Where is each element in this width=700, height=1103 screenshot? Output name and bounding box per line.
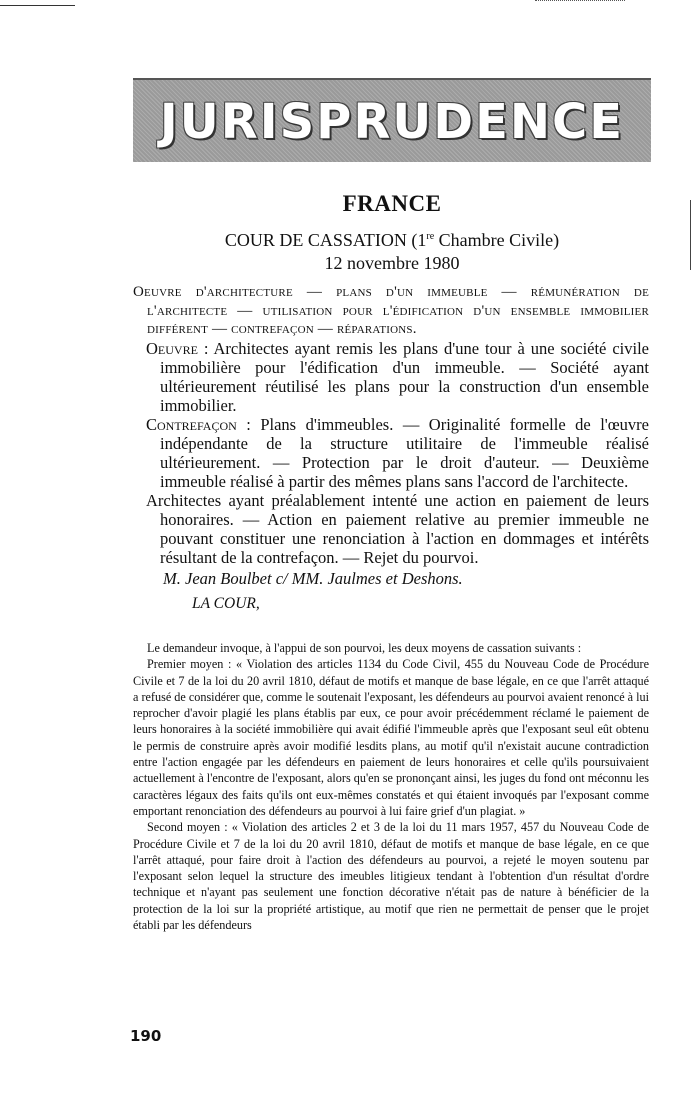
summary-oeuvre [133,339,649,415]
scan-edge-mark-left [0,5,75,6]
summary-contrefacon [133,415,649,491]
body-paragraph-intro: Le demandeur invoque, à l'appui de son pourvoi, les deux moyens de cassation suivants : [147,641,582,655]
body-paragraph-premier-moyen: Premier moyen : « Violation des articles 1134 du Code Civil, 455 du Nouveau Code de Procédure Civile et 7 de la loi du 20 avril 1810, défaut de motifs et manque de base légale, en ce que l'arrêt attaqué a refusé de considérer que, comme le soutenait l'exposant, les défendeurs au pourvoi avaient renoncé à lui reprocher d'avoir plagié les plans établis par eux, ce pour avoir précédemment réclamé le paiement de leurs honoraires à la société immobilière qui avait édifié l'immeuble après que l'exposant seul eût obtenu le permis de construire après avoir modifié lesdits plans, au motif qu'il n'existait aucune contradiction entre l'action engagée par les défendeurs en paiement de leurs honoraires et celle qu'ils poursuivaient actuellement à l'encontre de l'exposant, alors qu'en se prononçant ainsi, les juges du fond ont méconnu les caractères légaux des faits qu'ils ont eux-mêmes constatés et qui étaient invoqués par l'exposant comme emportant renonciation des défendeurs au pourvoi à lui faire grief d'un plagiat. » [133,657,649,818]
oeuvre-text: : Architectes ayant remis les plans d'une tour à une société civile immobilière pour l'édification d'un immeuble. — Société ayant ultérieurement réutilisé les plans pour la construction d'un ensemble immobilier. [160,338,649,415]
case-parties: M. Jean Boulbet c/ MM. Jaulmes et Deshons. [163,568,463,588]
court-ordinal-superscript: re [426,231,435,242]
la-cour-heading: LA COUR, [192,594,260,612]
judgment-body [133,640,649,933]
case-summary [133,283,649,613]
page-number: 190 [130,1027,162,1045]
decision-date: 12 novembre 1980 [324,253,460,273]
contrefacon-lead: Contrefaçon [146,414,237,434]
contrefacon-text: : Plans d'immeubles. — Originalité formelle de l'œuvre indépendante de la structure utilitaire de l'immeuble réalisé ultérieurement. — Protection par le droit d'auteur. — Deuxième immeuble réalisé à partir des mêmes plans sans l'accord de l'architecte. [160,414,649,491]
section-banner [133,78,651,162]
banner-title: JURISPRUDENCE [159,94,625,150]
body-paragraph-second-moyen: Second moyen : « Violation des articles 2 et 3 de la loi du 11 mars 1957, 457 du Nouveau Code de Procédure Civile et 7 de la loi du 20 avril 1810, défaut de motifs et manque de base légale, en ce que l'arrêt attaqué, pour faire droit à l'action des défendeurs au pourvoi, a rejeté le moyen soutenu par l'exposant selon lequel la structure des imeubles litigieux tendant à l'obtention d'un résultat d'ordre technique et n'ayant pas seulement une fonction décorative n'était pas de nature à bénéficier de la protection de la loi sur la propriété artistique, au motif que rien ne permettait de penser que le projet établi par les défendeurs [133,820,649,933]
scan-edge-mark-right [535,0,625,4]
court-chamber: Chambre Civile) [434,230,560,250]
court-heading [133,230,651,251]
summary-architectes: Architectes ayant préalablement intenté une action en paiement de leurs honoraires. — Action en paiement relative au premier immeuble ne pouvant constituer une renonciation à l'action en dommages et intérêts résultant de la contrefaçon. — Rejet du pourvoi. [146,490,649,567]
country-heading: FRANCE [342,191,442,216]
margin-rule [690,200,691,270]
court-name: COUR DE CASSATION (1 [224,230,427,250]
oeuvre-lead: Oeuvre [146,338,198,358]
summary-keywords: Oeuvre d'architecture — plans d'un immeuble — rémunération de l'architecte — utilisation pour l'édification d'un ensemble immobilier différent — contrefaçon — réparations. [133,284,649,337]
